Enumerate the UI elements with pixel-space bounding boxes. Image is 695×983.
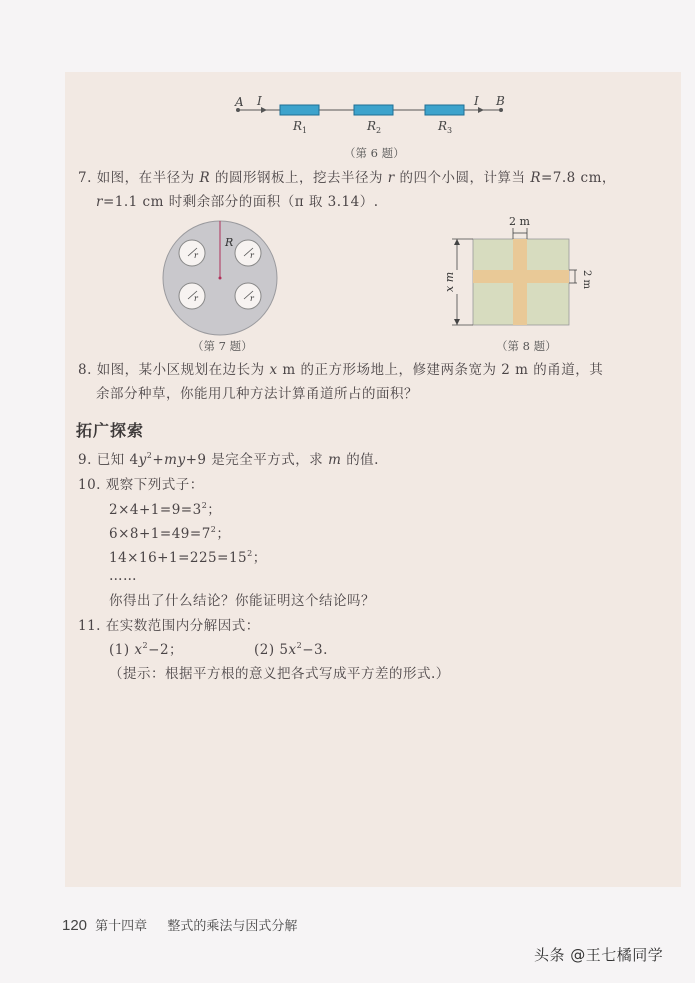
arrow-up-icon [454,239,460,245]
problem-11-intro: 11. 在实数范围内分解因式： [78,618,260,634]
svg-text:r: r [194,251,198,260]
current-arrow-left-icon [261,107,267,113]
small-circle-4 [235,283,261,309]
label-top-width: 2 m [509,215,530,228]
problem-11-part-2: (2) $5x^2-3$. [254,641,328,658]
problem-11-part-1: (1) $x^2-2$； [109,641,184,658]
label-r1: $R_1$ [293,119,308,135]
resistor-r2 [354,105,393,115]
problem-8-line-1: 8. 如图，某小区规划在边长为 x m 的正方形场地上，修建两条宽为 2 m 的甬道，其 [78,362,604,378]
small-circle-1 [179,240,205,266]
label-side-width: 2 m [581,270,592,290]
chapter-title: 整式的乘法与因式分解 [167,919,298,934]
problem-8-line-2: 余部分种草，你能用几种方法计算甬道所占的面积？ [96,386,418,402]
resistor-r3 [425,105,464,115]
label-side-length: x m [443,271,456,292]
figure-8-caption: （第 8 题） [496,339,557,353]
center-point [219,277,222,280]
section-title: 拓广探索 [76,421,145,440]
arrow-down-icon [454,319,460,325]
label-big-r: R [225,236,234,249]
figure-6-caption: （第 6 题） [344,146,405,160]
svg-text:r: r [250,251,254,260]
figure-7-caption: （第 7 题） [192,339,253,353]
problem-10-question: 你得出了什么结论？你能证明这个结论吗？ [109,593,375,609]
label-b: B [496,94,505,108]
figure-6-circuit [225,90,515,140]
problem-10-intro: 10. 观察下列式子： [78,477,204,493]
page-number: 120 [62,917,88,934]
problem-7-line-2: r=1.1 cm 时剩余部分的面积（π 取 3.14）. [96,194,379,210]
figure-8-square-field [440,210,610,335]
equation-3: $14\times 16+1=225=15^2$； [109,549,267,566]
equation-1: $2\times 4+1=9=3^2$； [109,501,222,518]
label-r2: $R_2$ [367,119,382,135]
watermark: 头条 @王七橘同学 [534,946,664,964]
chapter-label: 第十四章 [95,919,148,934]
terminal-b [499,108,503,112]
page-footer [62,915,297,934]
small-circle-2 [235,240,261,266]
problem-7-line-1: 7. 如图，在半径为 R 的圆形钢板上，挖去半径为 r 的四个小圆，计算当 R=7.8 cm， [78,170,616,186]
current-arrow-right-icon [478,107,484,113]
svg-text:r: r [250,294,254,303]
label-r3: $R_3$ [438,119,453,135]
figure-7-steel-plate [155,218,290,338]
label-i-left: I [257,94,262,108]
svg-text:r: r [194,294,198,303]
resistor-r1 [280,105,319,115]
ellipsis: …… [109,568,137,584]
horizontal-road [473,270,569,283]
label-i-right: I [474,94,479,108]
problem-9: 9. 已知 $4y^2+my+9$ 是完全平方式，求 m 的值. [78,451,379,468]
equation-2: $6\times 8+1=49=7^2$； [109,525,231,542]
small-circle-3 [179,283,205,309]
problem-11-hint: （提示：根据平方根的意义把各式写成平方差的形式.） [109,666,450,682]
label-a: A [235,95,244,109]
